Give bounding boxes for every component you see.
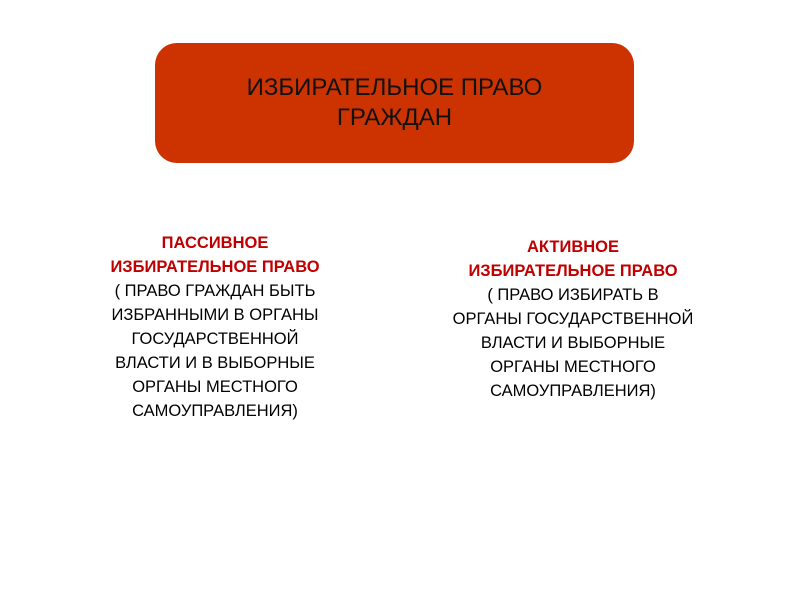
passive-body-line-2: ИЗБРАННЫМИ В ОРГАНЫ xyxy=(111,306,319,324)
active-body-line-4: ОРГАНЫ МЕСТНОГО xyxy=(490,358,656,376)
title-line-1: ИЗБИРАТЕЛЬНОЕ ПРАВО xyxy=(246,74,543,101)
active-body-line-1: ( ПРАВО ИЗБИРАТЬ В xyxy=(487,286,659,304)
active-right-block xyxy=(418,235,728,403)
passive-body-line-3: ГОСУДАРСТВЕННОЙ xyxy=(131,330,299,348)
passive-body-line-4: ВЛАСТИ И В ВЫБОРНЫЕ xyxy=(115,354,315,372)
passive-body-line-1: ( ПРАВО ГРАЖДАН БЫТЬ xyxy=(114,282,316,300)
passive-right-block xyxy=(80,231,350,423)
title-box xyxy=(155,43,634,163)
passive-body-line-5: ОРГАНЫ МЕСТНОГО xyxy=(132,378,298,396)
active-heading-line-1: АКТИВНОЕ xyxy=(526,238,619,256)
title-line-2: ГРАЖДАН xyxy=(336,104,453,131)
passive-body-line-6: САМОУПРАВЛЕНИЯ) xyxy=(132,402,298,420)
active-body-line-5: САМОУПРАВЛЕНИЯ) xyxy=(490,382,656,400)
passive-heading-line-1: ПАССИВНОЕ xyxy=(161,234,269,252)
active-heading-line-2: ИЗБИРАТЕЛЬНОЕ ПРАВО xyxy=(468,262,678,280)
passive-heading-line-2: ИЗБИРАТЕЛЬНОЕ ПРАВО xyxy=(110,258,320,276)
active-body-line-2: ОРГАНЫ ГОСУДАРСТВЕННОЙ xyxy=(452,310,694,328)
active-body-line-3: ВЛАСТИ И ВЫБОРНЫЕ xyxy=(480,334,666,352)
